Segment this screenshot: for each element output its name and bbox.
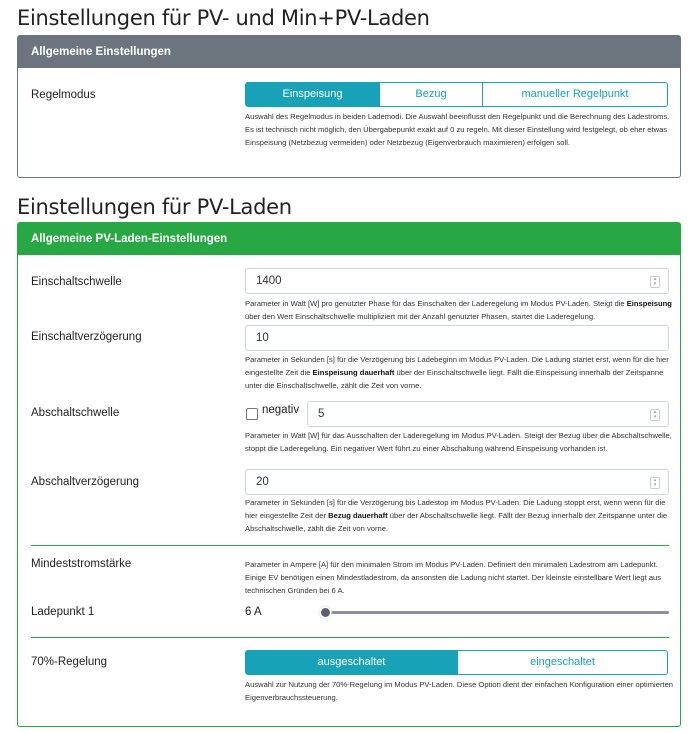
einschaltverzoegerung-input[interactable] <box>245 325 669 351</box>
ladepunkt-1-label: Ladepunkt 1 <box>31 606 95 618</box>
einschaltschwelle-value: 1400 <box>256 275 282 287</box>
einschaltverzoegerung-help: Parameter in Sekunden [s] für die Verzögerung bis Ladebeginn im Modus PV-Laden. Die Ladung startet erst, wenn für die hier eingestellte Zeit die Einspeisung dauerhaft über der Einschaltschwelle liegt. Fällt die Einspeisung innerhalb der Zeitspanne unter die Einschaltschwelle, zählt die Zeit von vorne. <box>245 355 669 390</box>
card-header-pv: Allgemeine PV-Laden-Einstellungen <box>18 223 680 255</box>
abschaltverzoegerung-value: 20 <box>256 476 269 488</box>
spinner-icon[interactable]: ▴ ▾ <box>650 276 660 288</box>
abschaltschwelle-label: Abschaltschwelle <box>31 407 120 419</box>
abschaltverzoegerung-label: Abschaltverzögerung <box>31 476 140 488</box>
abschaltverzoegerung-help: Parameter in Sekunden [s] für die Verzögerung bis Ladestop im Modus PV-Laden. Die Ladung stoppt erst, wenn wenn für die hier eingestellte Zeit der Bezug dauerhaft über der Abschaltschwelle liegt. Fällt der Bezug innerhalb der Zeitspanne unter die Abschaltschwelle, zählt die Zeit von vorne. <box>245 498 668 533</box>
card-header-general: Allgemeine Einstellungen <box>18 36 680 68</box>
spinner-icon[interactable]: ▴ ▾ <box>650 409 660 421</box>
abschaltschwelle-value: 5 <box>318 408 325 420</box>
negativ-label: negativ <box>262 404 300 416</box>
ladepunkt-1-slider-track[interactable] <box>321 611 669 614</box>
regelung70-label: 70%-Regelung <box>31 656 108 668</box>
einschaltschwelle-input[interactable] <box>245 268 669 294</box>
regelung70-help: Auswahl zur Nutzung der 70%-Regelung im Modus PV-Laden. Diese Option dient der einfachen Konfiguration einer optimierten Eigenverbrauchssteuerung. <box>245 680 674 702</box>
mindeststromstaerke-label: Mindeststromstärke <box>31 558 132 570</box>
einschaltverzoegerung-label: Einschaltverzögerung <box>31 331 142 343</box>
regelmodus-help: Auswahl des Regelmodus in beiden Lademodi. Die Auswahl beeinflusst den Regelpunkt und die Berechnung des Ladestroms. Es ist technisch nicht möglich, den Übergabepunkt exakt auf 0 zu regeln. Mit dieser Einstellung wird festgelegt, ob eher etwas Einspeisung (Netzbezug vermeiden) oder Netzbezug (Eigenverbrauch maximieren) erfolgen soll. <box>245 112 670 147</box>
page-title-pv-min-pv: Einstellungen für PV- und Min+PV-Laden <box>17 6 430 30</box>
card-general-settings <box>17 35 681 178</box>
abschaltverzoegerung-input[interactable] <box>245 469 669 495</box>
abschaltschwelle-help: Parameter in Watt [W] für das Ausschalten der Laderegelung im Modus PV-Laden. Steigt der Bezug über die Abschaltschwelle, stoppt die Laderegelung. Ein negativer Wert führt zu einer Abschaltung während Einspeisung vorhanden ist. <box>245 431 672 453</box>
abschaltschwelle-input[interactable] <box>307 401 669 427</box>
divider <box>31 545 669 546</box>
card-pv-settings <box>17 222 681 727</box>
regelung70-button-group <box>245 650 668 675</box>
ladepunkt-1-value: 6 A <box>245 606 262 618</box>
divider <box>31 637 669 638</box>
spinner-icon[interactable]: ▴ ▾ <box>650 477 660 489</box>
einschaltschwelle-help: Parameter in Watt [W] pro genutzter Phase für das Einschalten der Laderegelung im Modus PV-Laden. Steigt die Einspeisung über den Wert Einschaltschwelle multipliziert mit der Anzahl genutzter Phasen, startet die Laderegelung. <box>245 299 672 321</box>
einschaltschwelle-label: Einschaltschwelle <box>31 276 122 288</box>
regelmodus-manuell-button[interactable]: manueller Regelpunkt <box>483 82 668 107</box>
mindeststromstaerke-help: Parameter in Ampere [A] für den minimalen Strom im Modus PV-Laden. Definiert den minimalen Ladestrom am Ladepunkt. Einige EV benötigen einen Mindestladestrom, da ansonsten die Ladung nicht startet. Der kleinste einstellbare Wert liegt aus technischen Gründen bei 6 A. <box>245 560 662 595</box>
page-title-pv: Einstellungen für PV-Laden <box>17 195 292 219</box>
negativ-checkbox[interactable] <box>246 408 258 420</box>
regelmodus-einspeisung-button[interactable]: Einspeisung <box>245 82 380 107</box>
regelmodus-button-group <box>245 82 668 107</box>
einschaltverzoegerung-value: 10 <box>256 332 269 344</box>
ladepunkt-1-slider-thumb[interactable] <box>321 608 330 617</box>
regelung70-eingeschaltet-button[interactable]: eingeschaltet <box>458 650 668 675</box>
regelmodus-label: Regelmodus <box>31 89 96 101</box>
regelmodus-bezug-button[interactable]: Bezug <box>380 82 483 107</box>
regelung70-ausgeschaltet-button[interactable]: ausgeschaltet <box>245 650 458 675</box>
